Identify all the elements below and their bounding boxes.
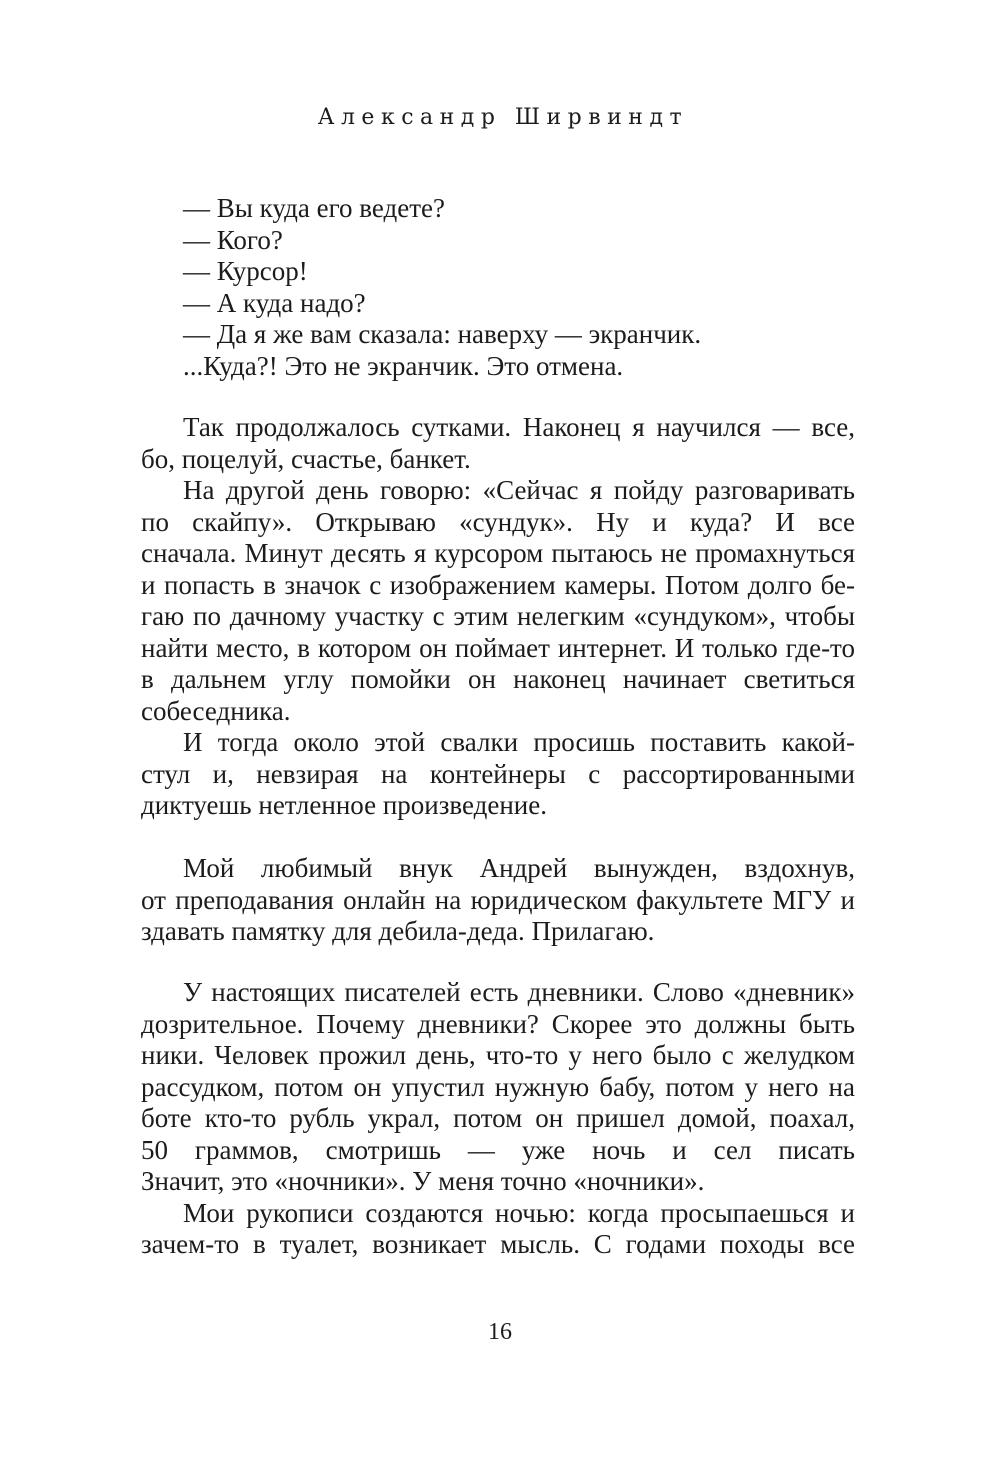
text-line: здавать памятку для дебила-деда. Прилагаю.	[141, 916, 655, 946]
section-1	[141, 412, 855, 822]
text-line: боте кто-то рубль украл, потом он пришел домой, поахал,	[141, 1103, 855, 1133]
text-line: 50 граммов, смотришь — уже ночь и сел писать	[141, 1134, 855, 1165]
text-line: в дальнем углу помойки он наконец начинает светиться	[141, 664, 855, 694]
dialogue-line: — Кого?	[183, 224, 283, 255]
section-3	[141, 977, 855, 1261]
text-line: собеседника.	[141, 695, 291, 726]
text-line: стул и, невзирая на контейнеры с рассортированными	[141, 758, 855, 789]
dialogue-block	[141, 193, 855, 382]
dialogue-line: — Да я же вам сказала: наверху — экранчик.	[183, 319, 702, 349]
running-head-author: Александр Ширвиндт	[317, 105, 689, 130]
text-line: зачем-то в туалет, возникает мысль. С годами походы все	[141, 1229, 855, 1259]
text-line: У настоящих писателей есть дневники. Слово «дневник»	[183, 977, 855, 1007]
text-line: На другой день говорю: «Сейчас я пойду разговаривать	[183, 475, 855, 505]
section-2	[141, 853, 855, 948]
text-line: найти место, в котором он поймает интернет. И только где-то	[141, 632, 855, 663]
dialogue-line: ...Куда?! Это не экранчик. Это отмена.	[183, 350, 624, 381]
text-line: дозрительное. Почему дневники? Скорее это должны быть	[141, 1008, 855, 1039]
text-line: диктуешь нетленное произведение.	[141, 790, 547, 820]
text-line: сначала. Минут десять я курсором пытаюсь не промахнуться	[141, 538, 855, 568]
dialogue-line: — А куда надо?	[183, 287, 366, 318]
dialogue-line: — Курсор!	[183, 256, 308, 286]
text-line: Мой любимый внук Андрей вынужден, вздохнув,	[183, 853, 855, 883]
text-line: Так продолжалось сутками. Наконец я научился — все,	[183, 412, 855, 442]
text-line: и попасть в значок с изображением камеры. Потом долго бе-	[141, 569, 855, 600]
text-line: от преподавания онлайн на юридическом факультете МГУ и	[141, 884, 855, 915]
text-line: гаю по дачному участку с этим нелегким «сундуком», чтобы	[141, 601, 855, 631]
text-line: ники. Человек прожил день, что-то у него было с желудком	[141, 1040, 855, 1070]
text-line: И тогда около этой свалки просишь поставить какой-	[183, 727, 855, 757]
text-line: по скайпу». Открываю «сундук». Ну и куда? И все	[141, 506, 855, 537]
text-line: Значит, это «ночники». У меня точно «ночники».	[141, 1166, 705, 1196]
page-number: 16	[488, 1319, 512, 1345]
text-line: Мои рукописи создаются ночью: когда просыпаешься и	[183, 1197, 855, 1228]
text-line: бо, поцелуй, счастье, банкет.	[141, 443, 471, 474]
text-line: рассудком, потом он упустил нужную бабу, потом у него на	[141, 1071, 855, 1102]
dialogue-line: — Вы куда его ведете?	[183, 193, 445, 223]
